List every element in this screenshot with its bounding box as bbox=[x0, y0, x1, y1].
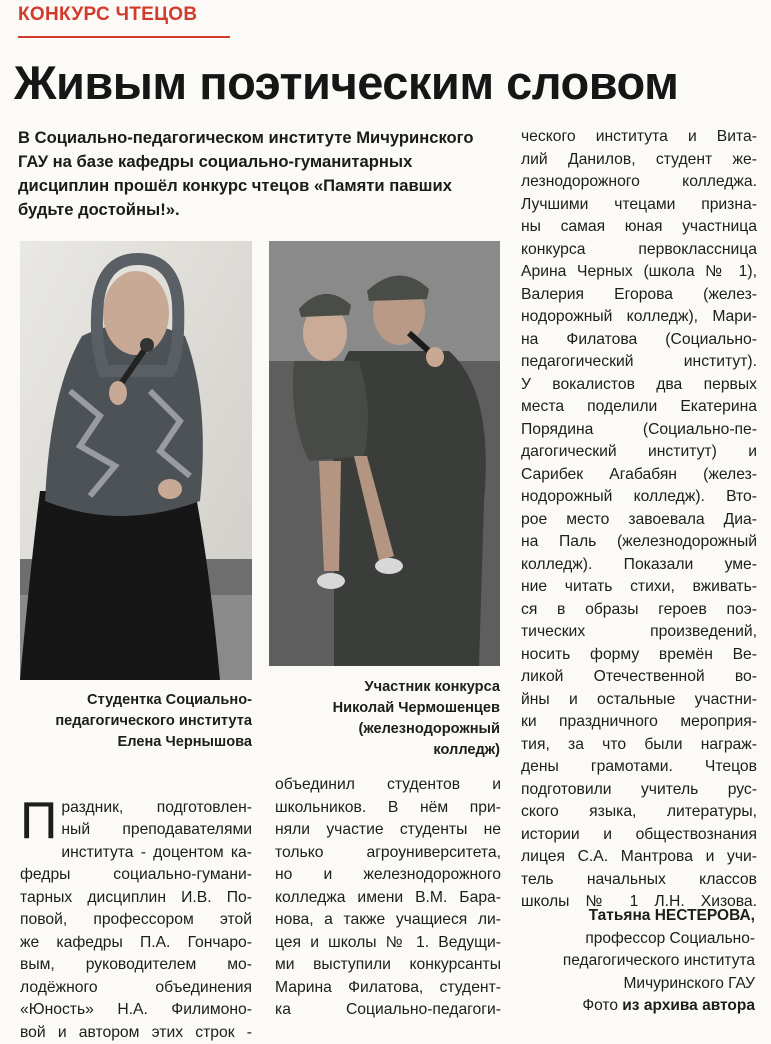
article-lead: В Социально-педагогическом институте Мичуринского ГАУ на базе кафедры социально-гуманитарных дисциплин прошёл конкурс чтецов «Памяти павших будьте достойны!». bbox=[18, 128, 474, 219]
author-signature bbox=[505, 905, 755, 1018]
photo-caption-right: Участник конкурса Николай Чермошенцев (железнодорожный колледж) bbox=[332, 679, 500, 758]
rubric-underline bbox=[18, 36, 230, 38]
author-name: Татьяна НЕСТЕРОВА, bbox=[588, 907, 755, 924]
photo-caption-left: Студентка Социально- педагогического института Елена Чернышова bbox=[55, 692, 252, 750]
body-column-1 bbox=[20, 774, 252, 1044]
body-column-2: объединил студентов и школьников. В нём при- няли участие студенты не только агроуниверситета, но и железнодорожного колледжа имени В.М. Бара- нова, а также учащиеся ли- цея и школы № 1. Ведущи- ми выступили конкурсанты Марина Филатова, студент- ка Социально-педагоги- bbox=[275, 776, 501, 1018]
author-position: профессор Социально-педагогического института Мичуринского ГАУ bbox=[562, 929, 755, 992]
rubric-label: КОНКУРС ЧТЕЦОВ bbox=[18, 4, 198, 25]
photo-reader-boy-image bbox=[269, 241, 500, 666]
body-column-1-text: раздник, подготовлен- ный преподавателями института - доцентом ка- федры социально-гумани- тарных дисциплин И.В. По- повой, профессором этой же кафедры П.А. Гончаро- вым, руководителем мо- лодёжного объединения «Юность» Н.А. Филимоно- вой и автором этих строк - bbox=[20, 798, 252, 1041]
photo-credit bbox=[505, 995, 755, 1018]
body-column-3: ческого института и Вита- лий Данилов, студент же- лезнодорожного колледжа. Лучшими чтецами призна- ны самая юная участница конкурса первоклассница Арина Черных (школа № 1), Валерия Егорова (желез- нодорожный колледж), Мари- на Филатова (Социально- педагогический институт). У вокалистов два первых места поделили Екатерина Порядина (Социально-пе- дагогический институт) и Сарибек Агабабян (желез- нодорожный колледж). Вто- рое место завоевала Диа- на Паль (железнодорожный колледж). Показали уме- ние читать стихи, вживать- ся в образы героев поэ- тических произведений, носить форму времён Ве- ликой Отечественной во- йны и остальные участни- ки праздничного мероприя- тия, за что были награж- дены грамотами. Чтецов подготовили учитель рус- ского языка, литературы, истории и обществознания лицея С.А. Мантрова и учи- тель начальных классов школы № 1 Л.Н. Хизова. bbox=[521, 128, 757, 910]
article-headline: Живым поэтическим словом bbox=[14, 56, 679, 109]
photo-reader-girl-image bbox=[20, 241, 252, 680]
photo-reader-girl bbox=[20, 241, 252, 680]
drop-cap-letter: П bbox=[20, 791, 58, 850]
photo-credit-source: из архива автора bbox=[622, 997, 755, 1014]
photo-credit-prefix: Фото bbox=[582, 997, 618, 1014]
photo-reader-boy bbox=[269, 241, 500, 666]
